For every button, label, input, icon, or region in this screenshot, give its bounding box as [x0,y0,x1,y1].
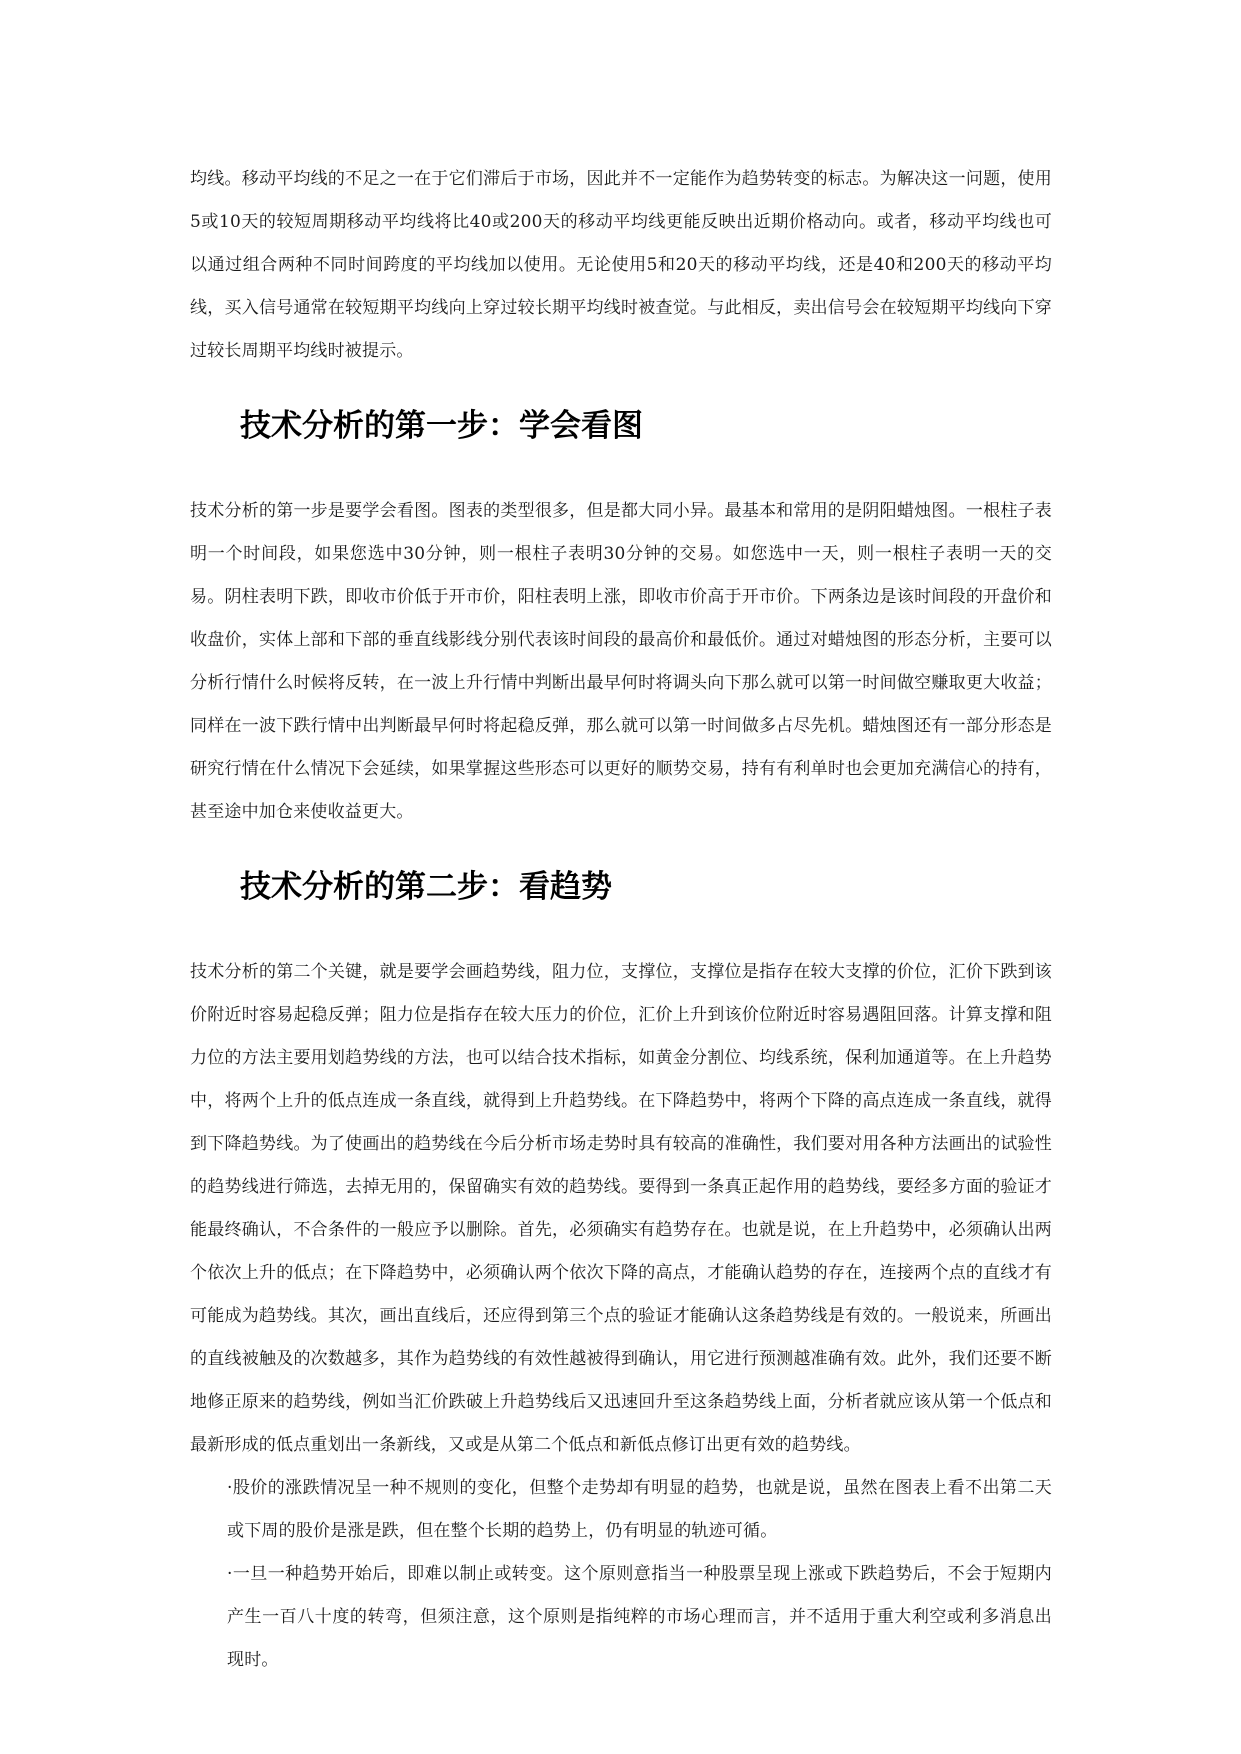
list-item: ·一旦一种趋势开始后，即难以制止或转变。这个原则意指当一种股票呈现上涨或下跌趋势后，不会于短期内产生一百八十度的转弯，但须注意，这个原则是指纯粹的市场心理而言，并不适用于重大利空或利多消息出现时。 [227,1564,1052,1670]
list-item: ·股价的涨跌情况呈一种不规则的变化，但整个走势却有明显的趋势，也就是说，虽然在图表上看不出第二天或下周的股价是涨是跌，但在整个长期的趋势上，仍有明显的轨迹可循。 [227,1478,1052,1541]
section-paragraph-chart-reading: 技术分析的第一步是要学会看图。图表的类型很多，但是都大同小异。最基本和常用的是阴阳蜡烛图。一根柱子表明一个时间段，如果您选中30分钟，则一根柱子表明30分钟的交易。如您选中一天，则一根柱子表明一天的交易。阴柱表明下跌，即收市价低于开市价，阳柱表明上涨，即收市价高于开市价。下两条边是该时间段的开盘价和收盘价，实体上部和下部的垂直线影线分别代表该时间段的最高价和最低价。通过对蜡烛图的形态分析，主要可以分析行情什么时候将反转，在一波上升行情中判断出最早何时将调头向下那么就可以第一时间做空赚取更大收益；同样在一波下跌行情中出判断最早何时将起稳反弹，那么就可以第一时间做多占尽先机。蜡烛图还有一部分形态是研究行情在什么情况下会延续，如果掌握这些形态可以更好的顺势交易，持有有利单时也会更加充满信心的持有，甚至途中加仓来使收益更大。 [190,501,1052,822]
section-heading-chart-reading: 技术分析的第一步：学会看图 [240,408,643,444]
document-body [190,158,1052,1682]
section-heading-trend: 技术分析的第二步：看趋势 [240,869,612,905]
trend-principles-list [190,1467,1052,1682]
intro-paragraph: 均线。移动平均线的不足之一在于它们滞后于市场，因此并不一定能作为趋势转变的标志。为解决这一问题，使用5或10天的较短周期移动平均线将比40或200天的移动平均线更能反映出近期价格动向。或者，移动平均线也可以通过组合两种不同时间跨度的平均线加以使用。无论使用5和20天的移动平均线，还是40和200天的移动平均线，买入信号通常在较短期平均线向上穿过较长期平均线时被查觉。与此相反，卖出信号会在较短期平均线向下穿过较长周期平均线时被提示。 [190,169,1052,361]
section-paragraph-trend: 技术分析的第二个关键，就是要学会画趋势线，阻力位，支撑位，支撑位是指存在较大支撑的价位，汇价下跌到该价附近时容易起稳反弹；阻力位是指存在较大压力的价位，汇价上升到该价位附近时容易遇阻回落。计算支撑和阻力位的方法主要用划趋势线的方法，也可以结合技术指标，如黄金分割位、均线系统，保利加通道等。在上升趋势中，将两个上升的低点连成一条直线，就得到上升趋势线。在下降趋势中，将两个下降的高点连成一条直线，就得到下降趋势线。为了使画出的趋势线在今后分析市场走势时具有较高的准确性，我们要对用各种方法画出的试验性的趋势线进行筛选，去掉无用的，保留确实有效的趋势线。要得到一条真正起作用的趋势线，要经多方面的验证才能最终确认，不合条件的一般应予以删除。首先，必须确实有趋势存在。也就是说，在上升趋势中，必须确认出两个依次上升的低点；在下降趋势中，必须确认两个依次下降的高点，才能确认趋势的存在，连接两个点的直线才有可能成为趋势线。其次，画出直线后，还应得到第三个点的验证才能确认这条趋势线是有效的。一般说来，所画出的直线被触及的次数越多，其作为趋势线的有效性越被得到确认，用它进行预测越准确有效。此外，我们还要不断地修正原来的趋势线，例如当汇价跌破上升趋势线后又迅速回升至这条趋势线上面，分析者就应该从第一个低点和最新形成的低点重划出一条新线，又或是从第二个低点和新低点修订出更有效的趋势线。 [190,962,1052,1455]
